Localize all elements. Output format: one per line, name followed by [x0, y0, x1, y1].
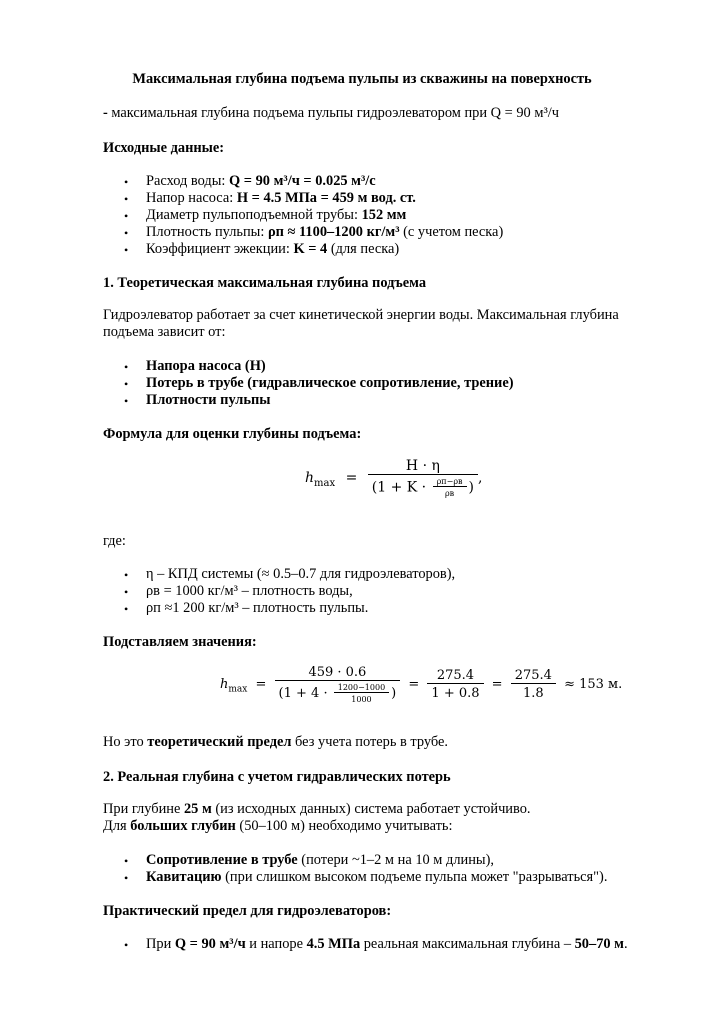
list-item: Диаметр пульпоподъемной трубы: 152 мм [146, 207, 407, 223]
section2-para2: Для больших глубин (50–100 м) необходимо учитывать: [103, 818, 453, 834]
list-item: Плотность пульпы: ρп ≈ 1100–1200 кг/м³ (с учетом песка) [146, 224, 504, 240]
bullet-icon: • [124, 394, 129, 408]
section1-para-line2: подъема зависит от: [103, 324, 226, 340]
bullet-icon: • [124, 243, 129, 257]
list-item: Коэффициент эжекции: K = 4 (для песка) [146, 241, 400, 257]
bullet-icon: • [124, 568, 129, 582]
page-title: Максимальная глубина подъема пульпы из скважины на поверхность [132, 71, 592, 87]
list-item: При Q = 90 м³/ч и напоре 4.5 МПа реальная максимальная глубина – 50–70 м. [146, 936, 628, 952]
bullet-icon: • [124, 175, 129, 189]
list-item: Расход воды: Q = 90 м³/ч = 0.025 м³/с [146, 173, 376, 189]
bullet-icon: • [124, 602, 129, 616]
bullet-icon: • [124, 360, 129, 374]
bullet-icon: • [124, 192, 129, 206]
bullet-icon: • [124, 854, 129, 868]
list-item: ρв = 1000 кг/м³ – плотность воды, [146, 583, 353, 599]
list-item: Сопротивление в трубе (потери ~1–2 м на 10 м длины), [146, 852, 494, 868]
source-heading: Исходные данные: [103, 140, 225, 156]
where-label: где: [103, 533, 126, 549]
section2-heading: 2. Реальная глубина с учетом гидравлических потерь [103, 769, 451, 785]
list-item: Напор насоса: H = 4.5 МПа = 459 м вод. ст. [146, 190, 416, 206]
section1-para-line1: Гидроэлеватор работает за счет кинетической энергии воды. Максимальная глубина [103, 307, 619, 323]
bullet-icon: • [124, 209, 129, 223]
intro-line [103, 104, 559, 122]
calc-formula: $h_{max}$ = 459 · 0.6 (1 + 4 · $\frac{1200-1000}{1000}$ ) = $\frac{275.4}{1 + 0.8}$ = $\frac{275.4}{1.8}$ ≈ 153 м. [220, 665, 623, 704]
list-item: Кавитацию (при слишком высоком подъеме пульпа может "разрываться"). [146, 869, 608, 885]
list-item: Напора насоса (H) [146, 358, 266, 374]
intro-dash: - [103, 105, 108, 121]
bullet-icon: • [124, 377, 129, 391]
intro-text: максимальная глубина подъема пульпы гидроэлеватором при Q = 90 м³/ч [107, 105, 560, 121]
practical-heading: Практический предел для гидроэлеваторов: [103, 903, 392, 919]
conclusion-line: Но это теоретический предел без учета потерь в трубе. [103, 734, 449, 750]
bullet-icon: • [124, 226, 129, 240]
depth-formula: $h_{max}$ = H · η (1 + K · $\frac{\rho п-\rho в}{\rho в}$ ) , [305, 458, 483, 498]
list-item: ρп ≈1 200 кг/м³ – плотность пульпы. [146, 600, 369, 616]
list-item: Плотности пульпы [146, 392, 271, 408]
formula-heading: Формула для оценки глубины подъема: [103, 426, 362, 442]
subst-heading: Подставляем значения: [103, 634, 257, 650]
bullet-icon: • [124, 585, 129, 599]
bullet-icon: • [124, 871, 129, 885]
list-item: η – КПД системы (≈ 0.5–0.7 для гидроэлеваторов), [146, 566, 456, 582]
section1-heading: 1. Теоретическая максимальная глубина подъема [103, 275, 427, 291]
list-item: Потерь в трубе (гидравлическое сопротивление, трение) [146, 375, 514, 391]
bullet-icon: • [124, 938, 129, 952]
section2-para1: При глубине 25 м (из исходных данных) система работает устойчиво. [103, 801, 531, 817]
